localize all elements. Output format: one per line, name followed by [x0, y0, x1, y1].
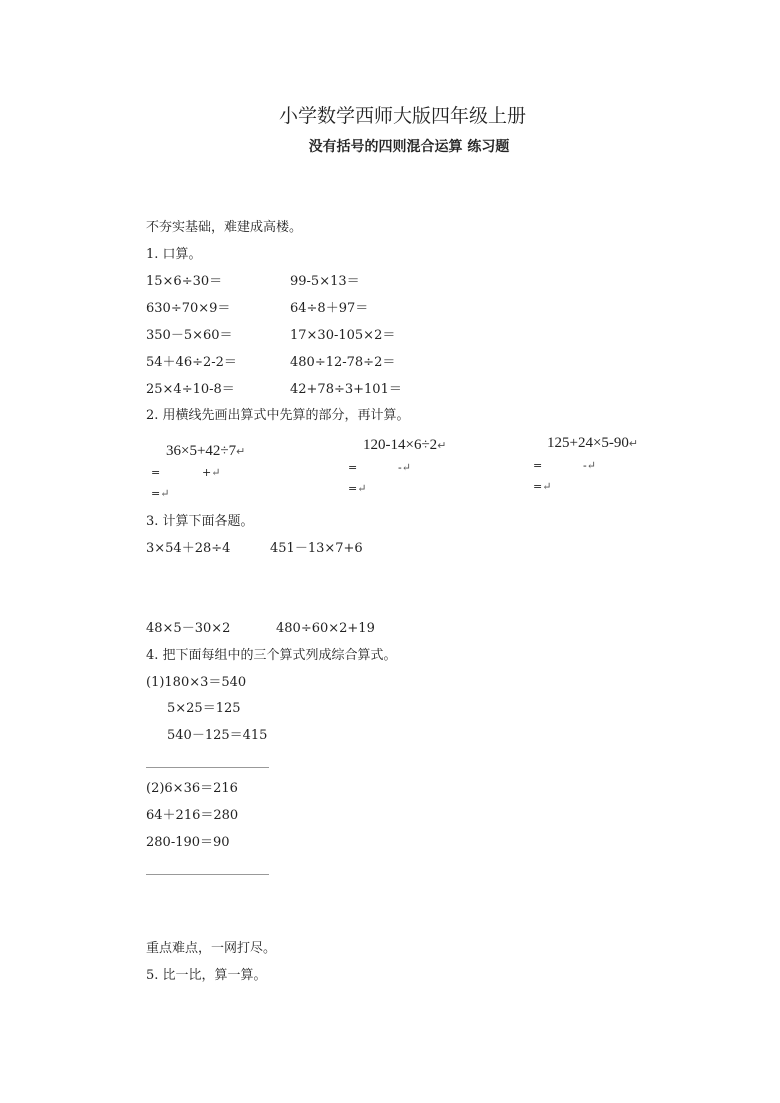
equation-line: 5×25＝125 — [167, 701, 241, 716]
underline-expression: 120-14×6÷2↵ — [363, 437, 447, 453]
oral-calc-left: 54＋46÷2-2＝ — [146, 355, 237, 370]
equals-sign: = — [348, 461, 358, 474]
final-equals: =↵ — [533, 480, 552, 493]
document-title: 小学数学西师大版四年级上册 — [278, 105, 526, 127]
oral-calc-left: 25×4÷10-8＝ — [146, 382, 235, 397]
oral-calc-right: 99-5×13＝ — [290, 274, 360, 289]
final-equals: =↵ — [348, 482, 367, 495]
question-5-heading: 5. 比一比，算一算。 — [146, 968, 267, 983]
oral-calc-right: 17×30-105×2＝ — [290, 328, 396, 343]
question-1-heading: 1. 口算。 — [146, 247, 202, 262]
oral-calc-right: 64÷8＋97＝ — [290, 301, 369, 316]
oral-calc-right: 480÷12-78÷2＝ — [290, 355, 396, 370]
underline-expression: 36×5+42÷7↵ — [166, 443, 246, 459]
calc-problem: 48×5－30×2 — [146, 621, 231, 636]
underline-expression: 125+24×5-90↵ — [547, 435, 639, 451]
equation-line: 540－125＝415 — [167, 728, 268, 743]
question-2-heading: 2. 用横线先画出算式中先算的部分，再计算。 — [146, 408, 410, 423]
equation-line: 64＋216＝280 — [146, 808, 239, 823]
calc-problem: 451－13×7+6 — [270, 541, 363, 556]
calc-problem: 480÷60×2+19 — [276, 621, 375, 636]
oral-calc-left: 630÷70×9＝ — [146, 301, 231, 316]
partial-operator: -↵ — [583, 459, 596, 472]
question-4-heading: 4. 把下面每组中的三个算式列成综合算式。 — [146, 648, 397, 663]
document-subtitle: 没有括号的四则混合运算 练习题 — [308, 139, 510, 155]
calc-problem: 3×54＋28÷4 — [146, 541, 231, 556]
partial-operator: -↵ — [398, 461, 411, 474]
final-equals: =↵ — [151, 487, 170, 500]
section-intro: 重点难点，一网打尽。 — [146, 941, 277, 956]
equals-sign: = — [151, 466, 161, 479]
answer-line — [146, 767, 269, 768]
question-3-heading: 3. 计算下面各题。 — [146, 514, 254, 529]
equation-line: 280-190＝90 — [146, 835, 230, 850]
section-intro: 不夯实基础，难建成高楼。 — [146, 220, 303, 235]
answer-line — [146, 874, 269, 875]
partial-operator: +↵ — [202, 466, 221, 479]
equation-line: (1)180×3＝540 — [146, 675, 247, 690]
oral-calc-right: 42+78÷3+101＝ — [290, 382, 402, 397]
oral-calc-left: 350－5×60＝ — [146, 328, 233, 343]
oral-calc-left: 15×6÷30＝ — [146, 274, 223, 289]
equals-sign: = — [533, 459, 543, 472]
equation-line: (2)6×36＝216 — [146, 781, 238, 796]
